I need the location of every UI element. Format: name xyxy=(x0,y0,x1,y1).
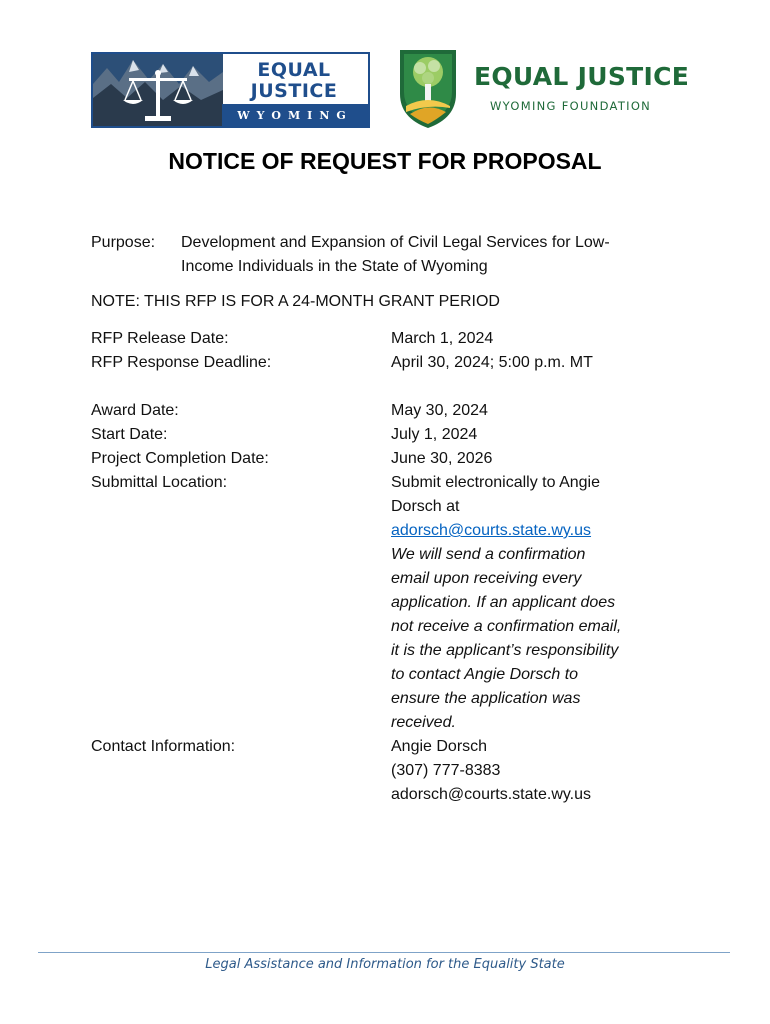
purpose-line-2: Income Individuals in the State of Wyoming xyxy=(181,258,488,275)
purpose-line-1: Development and Expansion of Civil Legal Services for Low- xyxy=(181,234,610,251)
footer-tagline: Legal Assistance and Information for the Equality State xyxy=(205,957,565,972)
start-date-value: July 1, 2024 xyxy=(391,426,478,443)
deadline-label: RFP Response Deadline: xyxy=(91,354,272,371)
start-date-label: Start Date: xyxy=(91,426,168,443)
submittal-label: Submittal Location: xyxy=(91,474,228,491)
release-date-label: RFP Release Date: xyxy=(91,330,229,347)
completion-date-label: Project Completion Date: xyxy=(91,450,269,467)
purpose-label: Purpose: xyxy=(91,234,156,251)
submittal-note-line: application. If an applicant does xyxy=(391,594,616,611)
shield-tree-icon xyxy=(396,46,460,130)
submittal-note-line: email upon receiving every xyxy=(391,570,582,587)
equal-justice-wyoming-logo xyxy=(91,52,370,128)
logo-word-equal: EQUAL xyxy=(257,59,331,81)
contact-name: Angie Dorsch xyxy=(391,738,488,755)
submittal-note-line: received. xyxy=(391,714,456,731)
footer-divider xyxy=(38,952,730,953)
equal-justice-foundation-logo xyxy=(396,46,690,132)
submittal-line-2: Dorsch at xyxy=(391,498,460,515)
award-date-value: May 30, 2024 xyxy=(391,402,488,419)
submittal-note-line: it is the applicant’s responsibility xyxy=(391,642,619,659)
logo-word-wyoming: WYOMING xyxy=(237,108,353,122)
grant-period-note: NOTE: THIS RFP IS FOR A 24-MONTH GRANT PERIOD xyxy=(91,293,500,310)
contact-email: adorsch@courts.state.wy.us xyxy=(391,786,592,803)
foundation-title: EQUAL JUSTICE xyxy=(474,62,690,91)
mountain-scales-icon xyxy=(93,54,223,126)
submittal-line-1: Submit electronically to Angie xyxy=(391,474,600,491)
completion-date-value: June 30, 2026 xyxy=(391,450,493,467)
submittal-note-line: to contact Angie Dorsch to xyxy=(391,666,579,683)
contact-label: Contact Information: xyxy=(91,738,236,755)
logo-word-justice: JUSTICE xyxy=(250,80,338,102)
submittal-email-link[interactable]: adorsch@courts.state.wy.us xyxy=(391,522,592,539)
submittal-note-line: not receive a confirmation email, xyxy=(391,618,622,635)
contact-phone: (307) 777-8383 xyxy=(391,762,501,779)
release-date-value: March 1, 2024 xyxy=(391,330,494,347)
logo-band xyxy=(222,104,368,126)
page-title: NOTICE OF REQUEST FOR PROPOSAL xyxy=(168,148,602,174)
submittal-note-line: We will send a confirmation xyxy=(391,546,586,563)
logo-wordmark xyxy=(226,60,362,106)
foundation-subtitle: WYOMING FOUNDATION xyxy=(490,99,652,113)
submittal-note-line: ensure the application was xyxy=(391,690,581,707)
deadline-value: April 30, 2024; 5:00 p.m. MT xyxy=(391,354,593,371)
award-date-label: Award Date: xyxy=(91,402,179,419)
